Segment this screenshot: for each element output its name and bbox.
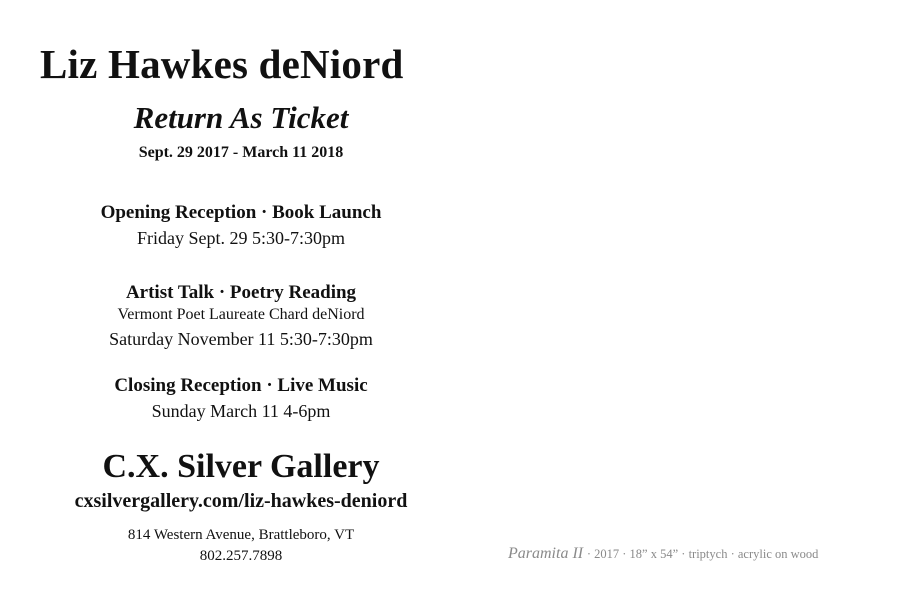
artist-name: Liz Hawkes deNiord xyxy=(40,41,404,87)
gallery-url[interactable]: cxsilvergallery.com/liz-hawkes-deniord xyxy=(74,490,408,512)
event-time-opening: Friday Sept. 29 5:30-7:30pm xyxy=(137,228,345,248)
event-time-closing: Sunday March 11 4-6pm xyxy=(151,401,331,421)
event-subline-artist-talk: Vermont Poet Laureate Chard deNiord xyxy=(117,306,365,323)
event-time-artist-talk: Saturday November 11 5:30-7:30pm xyxy=(109,329,373,349)
event-heading-artist-talk: Artist Talk · Poetry Reading xyxy=(125,282,357,303)
gallery-name: C.X. Silver Gallery xyxy=(102,448,380,485)
artwork-title: Paramita II xyxy=(508,545,584,562)
show-dates: Sept. 29 2017 - March 11 2018 xyxy=(138,144,344,161)
gallery-address: 814 Western Avenue, Brattleboro, VT xyxy=(127,527,355,543)
gallery-phone: 802.257.7898 xyxy=(199,548,283,564)
event-heading-opening: Opening Reception · Book Launch xyxy=(100,202,382,223)
show-title: Return As Ticket xyxy=(133,100,349,135)
artwork-caption xyxy=(508,545,818,563)
artwork-details: · 2017 · 18” x 54” · triptych · acrylic on wood xyxy=(586,547,819,561)
event-heading-closing: Closing Reception · Live Music xyxy=(114,375,368,396)
